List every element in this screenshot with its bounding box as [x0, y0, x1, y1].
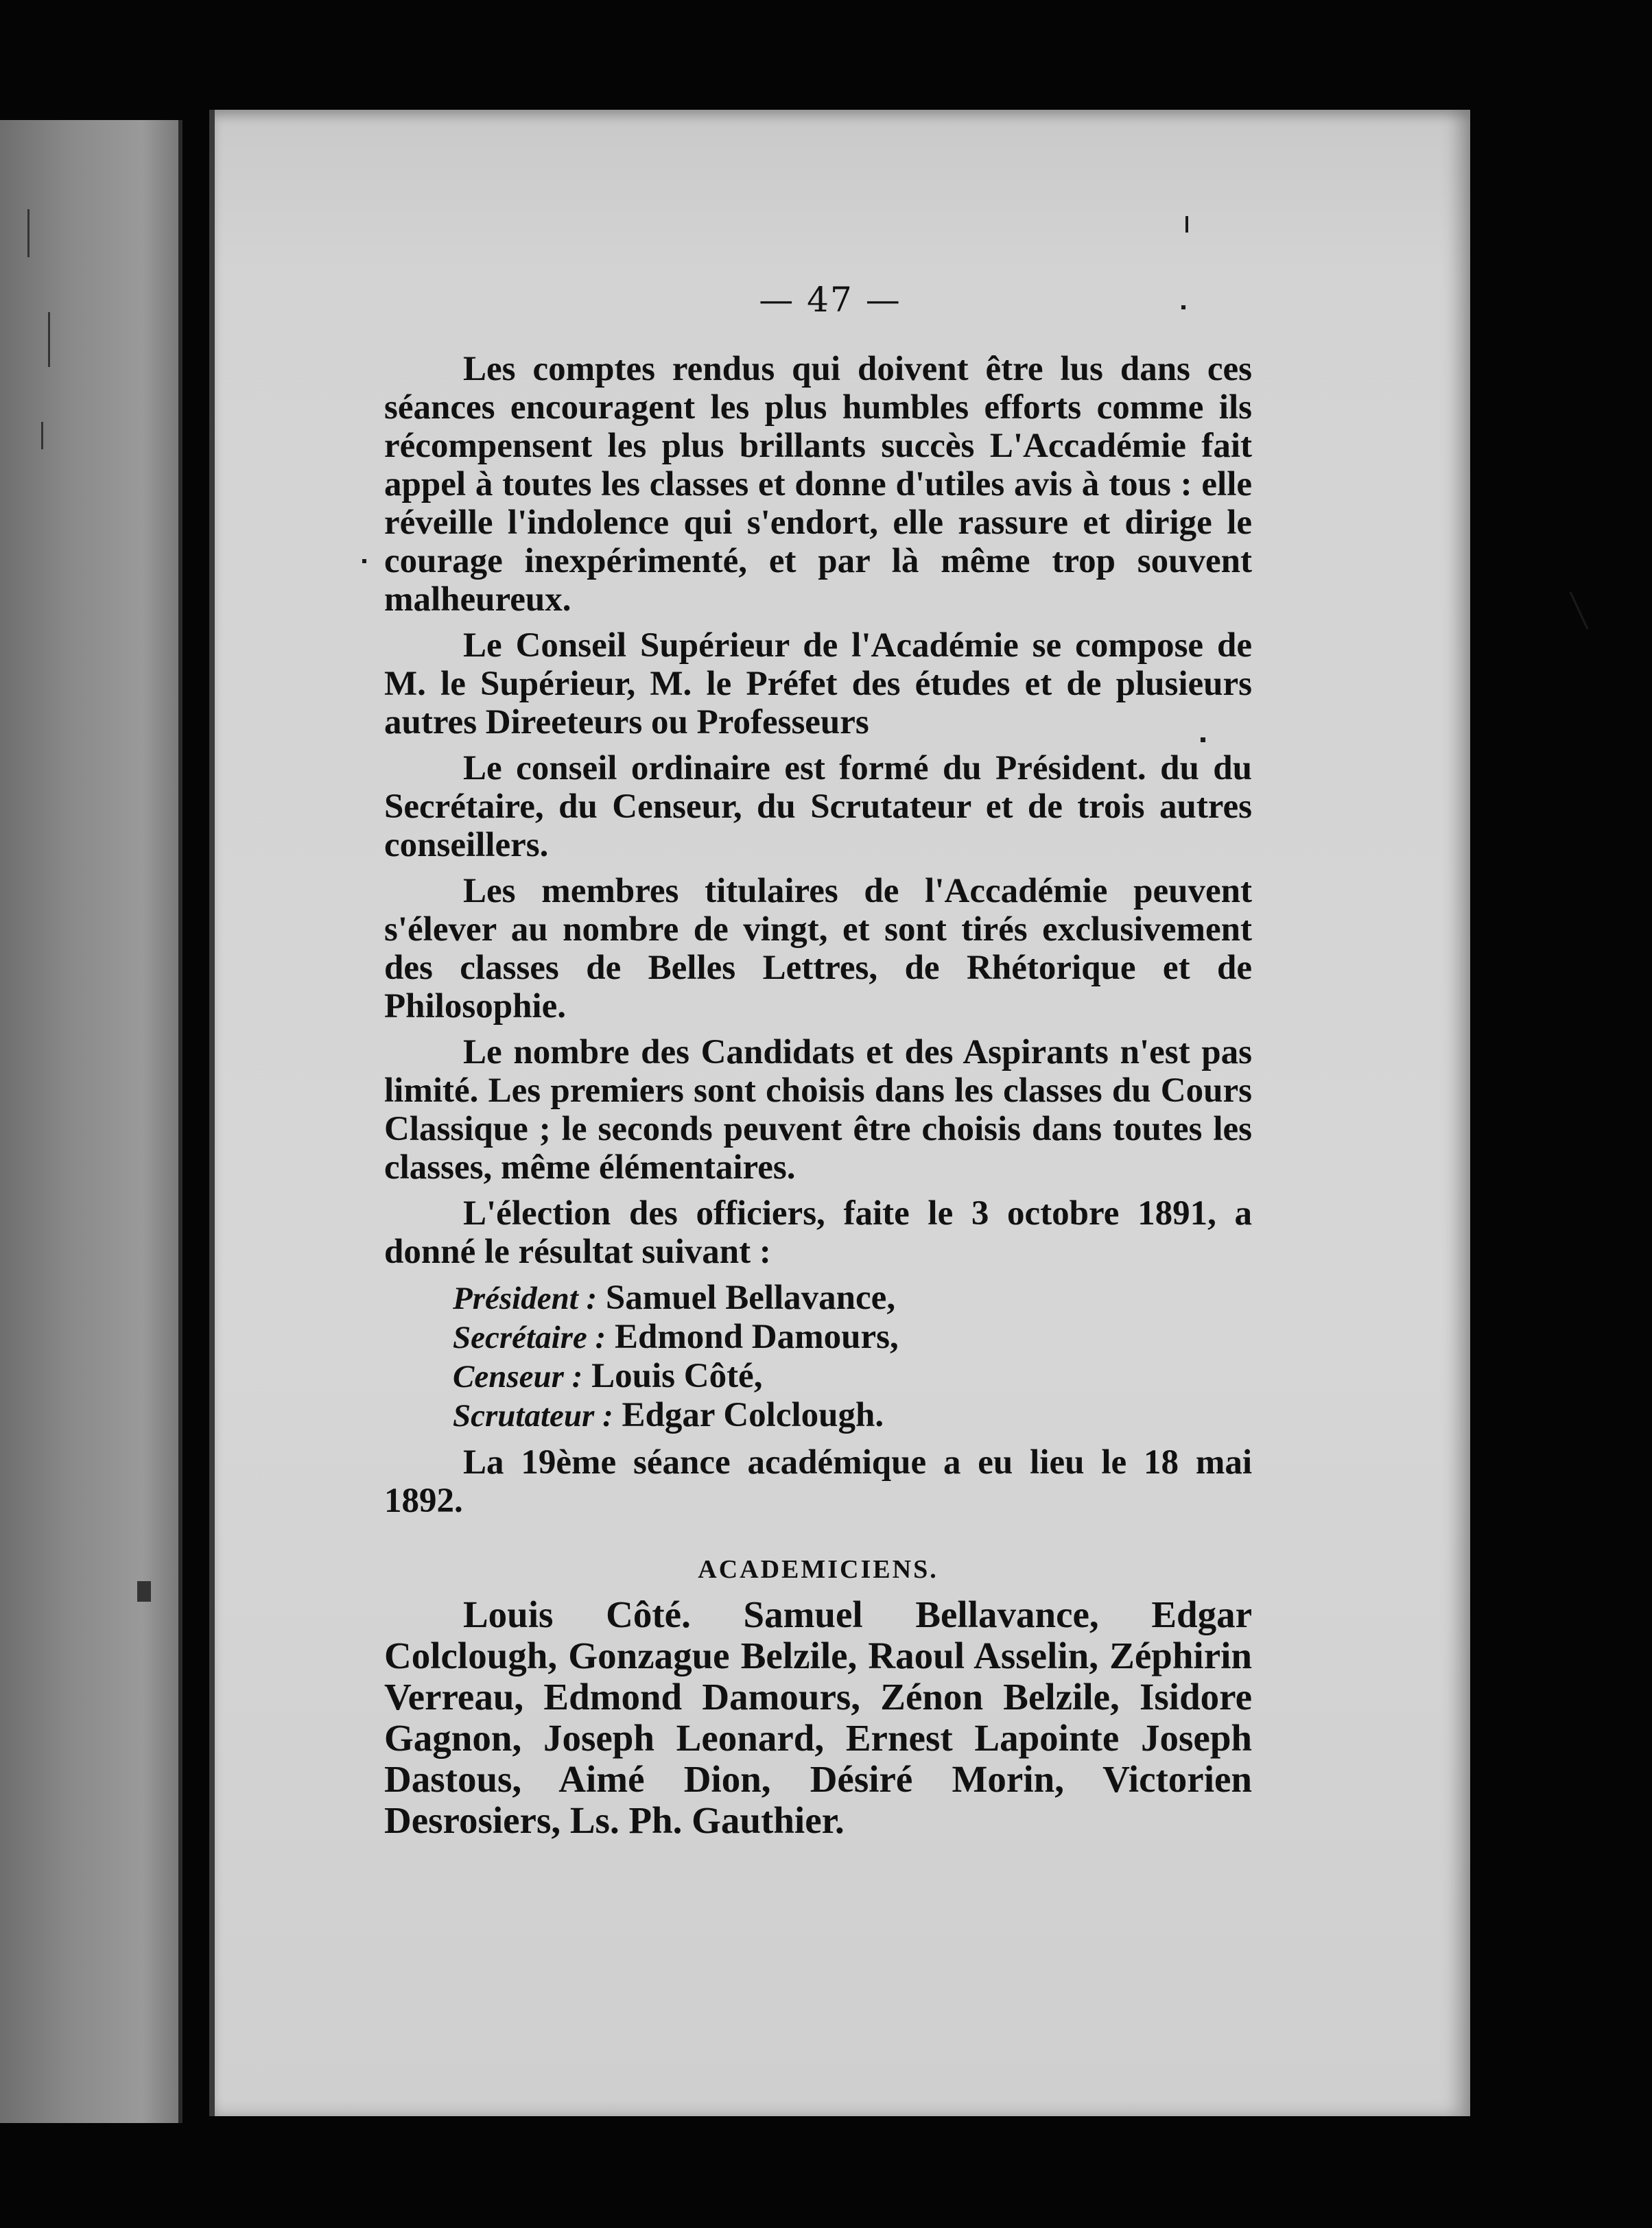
- officer-role: Secrétaire :: [453, 1320, 606, 1355]
- officers-list: [453, 1279, 1252, 1435]
- paragraph-candidats: Le nombre des Candidats et des Aspirants n'est pas limité. Les premiers sont choisis dans les classes du Cours Classique ; le seconds peuvent être choisis dans toutes les classes, même élémentaires.: [384, 1033, 1252, 1187]
- ink-speck: [362, 559, 366, 563]
- officer-entry: [453, 1318, 1252, 1357]
- ink-speck: [1185, 216, 1188, 233]
- ink-speck: [1201, 737, 1205, 742]
- academicians-heading: ACADEMICIENS.: [698, 1555, 939, 1584]
- paragraph-election: L'élection des officiers, faite le 3 octobre 1891, a donné le résultat suivant :: [384, 1194, 1252, 1271]
- officer-entry: [453, 1357, 1252, 1396]
- ink-speck: [1181, 305, 1185, 309]
- officer-entry: [453, 1396, 1252, 1435]
- paragraph-conseil-superieur: Le Conseil Supérieur de l'Académie se compose de M. le Supérieur, M. le Préfet des études et de plusieurs autres Direeteurs ou Professeurs: [384, 626, 1252, 742]
- academicians-list: Louis Côté. Samuel Bellavance, Edgar Colclough, Gonzague Belzile, Raoul Asselin, Zéphirin Verreau, Edmond Damours, Zénon Belzile, Isidore Gagnon, Joseph Leonard, Ernest Lapointe Joseph Dastous, Aimé Dion, Désiré Morin, Victorien Desrosiers, Ls. Ph. Gauthier.: [384, 1593, 1252, 1841]
- officer-role: Scrutateur :: [453, 1398, 613, 1434]
- facing-page-mark: [27, 209, 30, 257]
- facing-page-mark: [41, 422, 43, 449]
- facing-page-mark: [48, 312, 50, 367]
- officer-name: Edgar Colclough.: [622, 1396, 884, 1434]
- page-number: — 47 —: [759, 280, 901, 320]
- facing-page-mark: [137, 1581, 151, 1602]
- officer-name: Louis Côté,: [591, 1357, 763, 1395]
- facing-page-edge: [0, 120, 182, 2123]
- ink-speck: [1569, 591, 1588, 630]
- officer-role: Président :: [453, 1281, 598, 1316]
- officer-entry: [453, 1279, 1252, 1318]
- paragraph-seance: La 19ème séance académique a eu lieu le 18 mai 1892.: [384, 1443, 1252, 1520]
- officer-name: Samuel Bellavance,: [605, 1279, 896, 1317]
- paragraph-comptes-rendus: Les comptes rendus qui doivent être lus dans ces séances encouragent les plus humbles efforts comme ils récompensent les plus brillants succès L'Accadémie fait appel à toutes les classes et donne d'utiles avis à tous : elle réveille l'indolence qui s'endort, elle rassure et dirige le courage inexpérimenté, et par là même trop souvent malheureux.: [384, 350, 1252, 619]
- paragraph-conseil-ordinaire: Le conseil ordinaire est formé du Président. du du Secrétaire, du Censeur, du Scrutateur et de trois autres conseillers.: [384, 749, 1252, 864]
- officer-role: Censeur :: [453, 1359, 583, 1395]
- officer-name: Edmond Damours,: [614, 1318, 899, 1356]
- page-body: [384, 350, 1252, 1849]
- paragraph-membres-titulaires: Les membres titulaires de l'Accadémie peuvent s'élever au nombre de vingt, et sont tirés exclusivement des classes de Belles Lettres, de Rhétorique et de Philosophie.: [384, 872, 1252, 1026]
